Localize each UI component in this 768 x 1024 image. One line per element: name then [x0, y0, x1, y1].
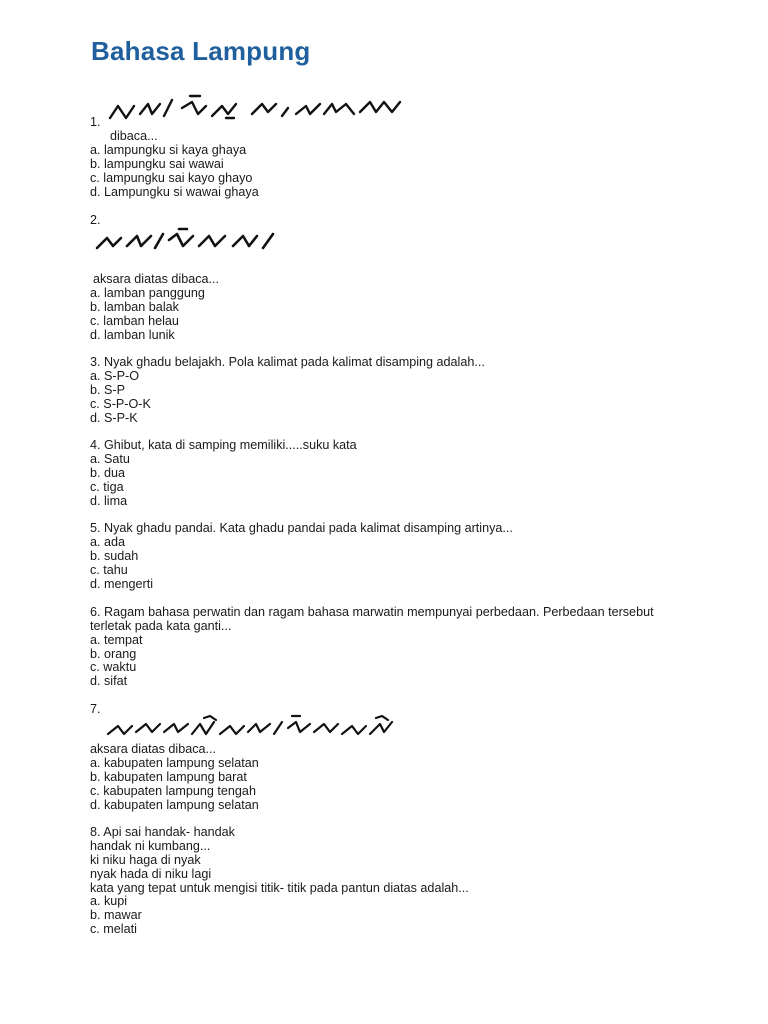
question-6-option-c: c. waktu [90, 660, 137, 674]
question-1-option-a: a. lampungku si kaya ghaya [90, 143, 247, 157]
question-8-line-3: ki niku haga di nyak [90, 853, 201, 867]
question-8-line-2: handak ni kumbang... [90, 839, 211, 853]
question-6-option-a: a. tempat [90, 633, 143, 647]
question-1-number: 1. [90, 115, 101, 129]
question-8-option-b: b. mawar [90, 908, 142, 922]
question-6-option-b: b. orang [90, 647, 137, 661]
question-6-text-line-2: terletak pada kata ganti... [90, 619, 232, 633]
question-1-option-c: c. lampungku sai kayo ghayo [90, 171, 253, 185]
question-2-prompt: aksara diatas dibaca... [93, 272, 220, 286]
question-8-line-1: 8. Api sai handak- handak [90, 825, 235, 839]
question-2-option-a: a. lamban panggung [90, 286, 205, 300]
question-4-option-b: b. dua [90, 466, 126, 480]
question-5-option-a: a. ada [90, 535, 126, 549]
question-5-text: 5. Nyak ghadu pandai. Kata ghadu pandai pada kalimat disamping artinya... [90, 521, 513, 535]
question-2-option-b: b. lamban balak [90, 300, 179, 314]
question-3-option-b: b. S-P [90, 383, 125, 397]
question-4-option-a: a. Satu [90, 452, 130, 466]
question-2-option-c: c. lamban helau [90, 314, 179, 328]
question-8-line-5: kata yang tepat untuk mengisi titik- titik pada pantun diatas adalah... [90, 881, 469, 895]
question-2-option-d: d. lamban lunik [90, 328, 175, 342]
question-8-option-a: a. kupi [90, 894, 128, 908]
question-3-option-c: c. S-P-O-K [90, 397, 151, 411]
question-4-option-c: c. tiga [90, 480, 124, 494]
question-6-text-line-1: 6. Ragam bahasa perwatin dan ragam bahasa marwatin mempunyai perbedaan. Perbedaan tersebut [90, 605, 654, 619]
question-6-option-d: d. sifat [90, 674, 128, 688]
document-title: Bahasa Lampung [91, 36, 311, 66]
question-7-number: 7. [90, 702, 101, 716]
question-5-option-c: c. tahu [90, 563, 128, 577]
question-1-option-d: d. Lampungku si wawai ghaya [90, 185, 259, 199]
question-3-text: 3. Nyak ghadu belajakh. Pola kalimat pada kalimat disamping adalah... [90, 355, 485, 369]
question-7-option-c: c. kabupaten lampung tengah [90, 784, 256, 798]
question-5-option-b: b. sudah [90, 549, 139, 563]
question-4-option-d: d. lima [90, 494, 128, 508]
question-2-number: 2. [90, 213, 101, 227]
question-7-prompt: aksara diatas dibaca... [90, 742, 217, 756]
question-5-option-d: d. mengerti [90, 577, 153, 591]
lampung-script-image-1 [108, 96, 408, 126]
lampung-script-image-3 [106, 714, 396, 742]
question-1-option-b: b. lampungku sai wawai [90, 157, 224, 171]
question-7-option-a: a. kabupaten lampung selatan [90, 756, 259, 770]
question-4-text: 4. Ghibut, kata di samping memiliki.....suku kata [90, 438, 357, 452]
question-3-option-d: d. S-P-K [90, 411, 138, 425]
question-3-option-a: a. S-P-O [90, 369, 139, 383]
question-7-option-d: d. kabupaten lampung selatan [90, 798, 259, 812]
question-8-line-4: nyak hada di niku lagi [90, 867, 212, 881]
question-1-prompt: dibaca... [110, 129, 158, 143]
lampung-script-image-2 [95, 226, 285, 256]
question-7-option-b: b. kabupaten lampung barat [90, 770, 247, 784]
question-8-option-c: c. melati [90, 922, 137, 936]
